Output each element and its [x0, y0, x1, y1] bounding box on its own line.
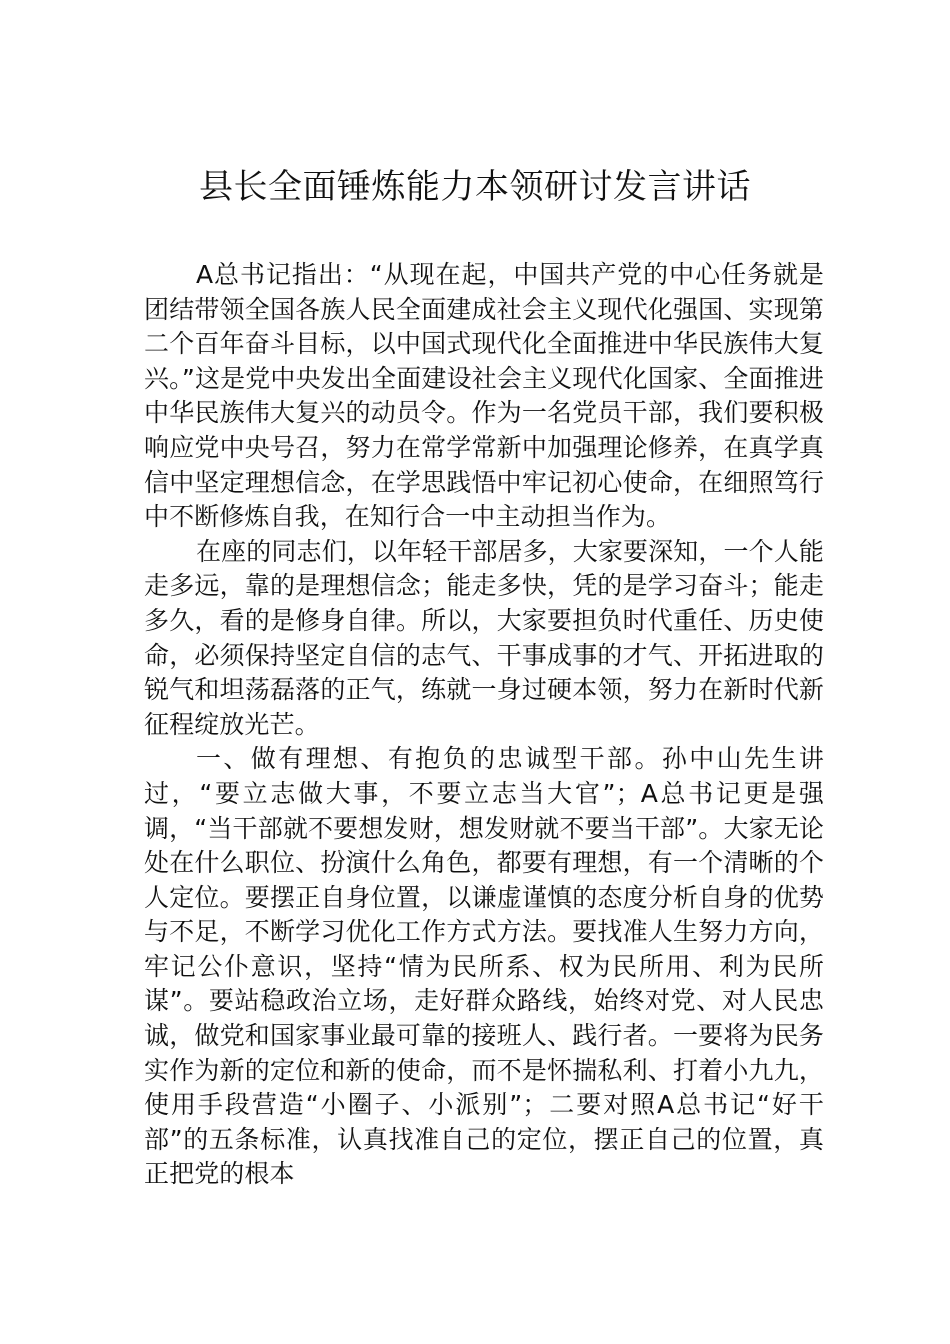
paragraph: 在座的同志们，以年轻干部居多，大家要深知，一个人能走多远，靠的是理想信念；能走多快，凭的是学习奋斗；能走多久，看的是修身自律。所以，大家要担负时代重任、历史使命，必须保持坚定自信的志气、干事成事的才气、开拓进取的锐气和坦荡磊落的正气，练就一身过硬本领，努力在新时代新征程绽放光芒。 — [144, 536, 824, 739]
document-title: 县长全面锤炼能力本领研讨发言讲话 — [199, 167, 751, 207]
paragraph: A总书记指出：“从现在起，中国共产党的中心任务就是团结带领全国各族人民全面建成社会主义现代化强国、实现第二个百年奋斗目标，以中国式现代化全面推进中华民族伟大复兴。”这是党中央发出全面建设社会主义现代化国家、全面推进中华民族伟大复兴的动员令。作为一名党员干部，我们要积极响应党中央号召，努力在常学常新中加强理论修养，在真学真信中坚定理想信念，在学思践悟中牢记初心使命，在细照笃行中不断修炼自我，在知行合一中主动担当作为。 — [144, 260, 824, 532]
document-body — [144, 258, 824, 1192]
paragraph: 一、做有理想、有抱负的忠诚型干部。孙中山先生讲过，“要立志做大事，不要立志当大官”；A总书记更是强调，“当干部就不要想发财，想发财就不要当干部”。大家无论处在什么职位、扮演什么角色，都要有理想，有一个清晰的个人定位。要摆正自身位置，以谦虚谨慎的态度分析自身的优势与不足，不断学习优化工作方式方法。要找准人生努力方向，牢记公仆意识，坚持“情为民所系、权为民所用、利为民所谋”。要站稳政治立场，走好群众路线，始终对党、对人民忠诚，做党和国家事业最可靠的接班人、践行者。一要将为民务实作为新的定位和新的使命，而不是怀揣私利、打着小九九，使用手段营造“小圈子、小派别”；二要对照A总书记“好干部”的五条标准，认真找准自己的定位，摆正自己的位置，真正把党的根本 — [144, 744, 824, 1189]
